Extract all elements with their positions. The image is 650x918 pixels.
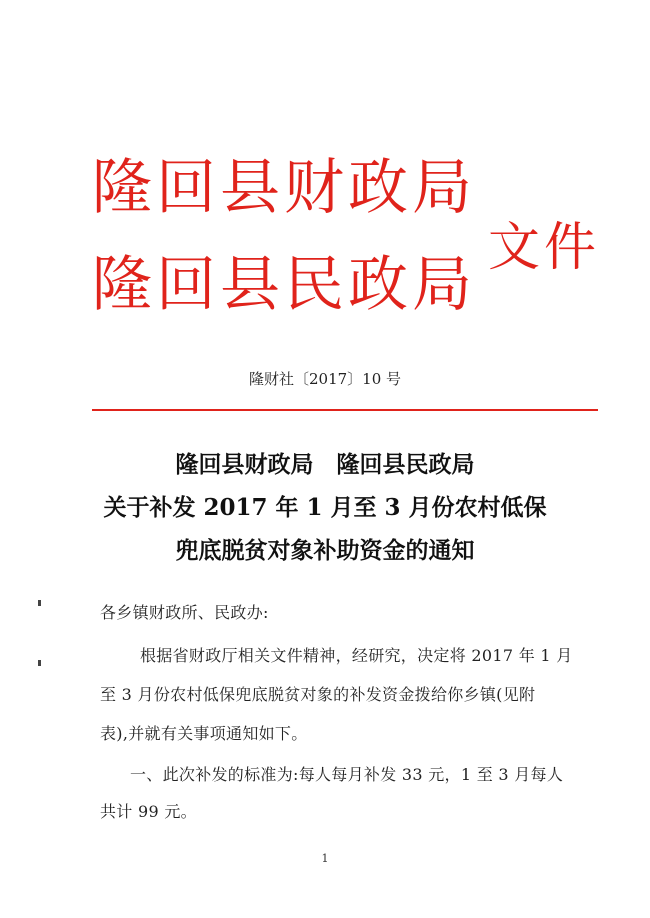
body-line: 根据省财政厅相关文件精神，经研究，决定将 2017 年 1 月	[140, 646, 573, 665]
scan-margin-mark	[38, 660, 41, 666]
body-line: 至 3 月份农村低保兜底脱贫对象的补发资金拨给你乡镇(见附	[100, 685, 536, 704]
scan-margin-mark	[38, 600, 41, 606]
title-line-2: 关于补发 2017 年 1 月至 3 月份农村低保	[103, 494, 547, 521]
body-line: 一、此次补发的标准为:每人每月补发 33 元，1 至 3 月每人	[130, 765, 564, 784]
page-number: 1	[321, 852, 329, 865]
body-line: 表),并就有关事项通知如下。	[100, 724, 308, 743]
title-line-1: 隆回县财政局 隆回县民政局	[175, 451, 475, 478]
document-type-label: 文件	[488, 218, 601, 278]
red-divider-line	[92, 409, 598, 411]
issuing-org-civil-affairs: 隆回县民政局	[92, 250, 476, 320]
title-line-3: 兜底脱贫对象补助资金的通知	[175, 537, 475, 564]
salutation: 各乡镇财政所、民政办:	[100, 603, 269, 622]
document-number: 隆财社〔2017〕10 号	[248, 370, 402, 388]
issuing-org-finance: 隆回县财政局	[92, 153, 476, 223]
body-line: 共计 99 元。	[100, 802, 197, 821]
